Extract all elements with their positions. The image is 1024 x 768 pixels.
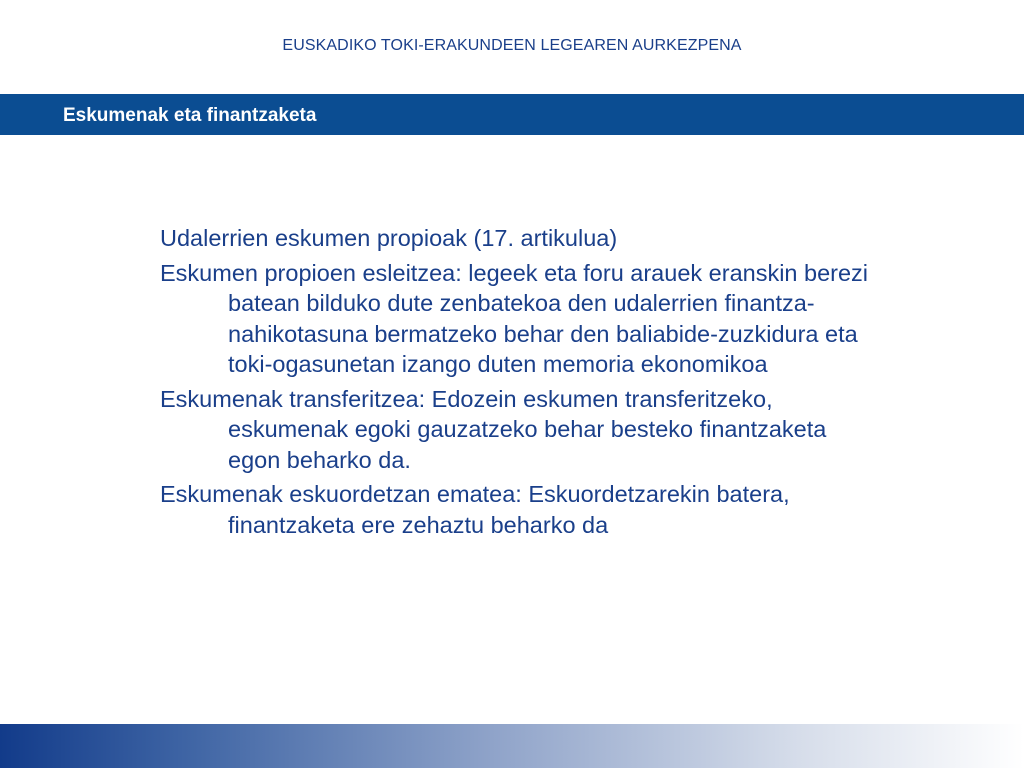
- list-item: Udalerrien eskumen propioak (17. artikulua): [160, 225, 618, 251]
- list-item: Eskumenak transferitzea: Edozein eskumen transferitzeko, eskumenak egoki gauzatzeko behar besteko finantzaketa egon beharko da.: [160, 385, 827, 473]
- content-list: [160, 223, 880, 544]
- section-title: Eskumenak eta finantzaketa: [63, 105, 317, 126]
- list-item: Eskumenak eskuordetzan ematea: Eskuordetzarekin batera, finantzaketa ere zehaztu beharko da: [160, 481, 790, 538]
- list-item: Eskumen propioen esleitzea: legeek eta foru arauek eranskin berezi batean bilduko dute zenbatekoa den udalerrien finantza-nahikotasuna bermatzeko behar den baliabide-zuzkidura eta toki-ogasunetan izango duten memoria ekonomikoa: [160, 259, 869, 377]
- section-header-bar: [0, 94, 1024, 135]
- presentation-title: EUSKADIKO TOKI-ERAKUNDEEN LEGEAREN AURKEZPENA: [282, 37, 742, 54]
- footer-gradient-bar: [0, 724, 1024, 768]
